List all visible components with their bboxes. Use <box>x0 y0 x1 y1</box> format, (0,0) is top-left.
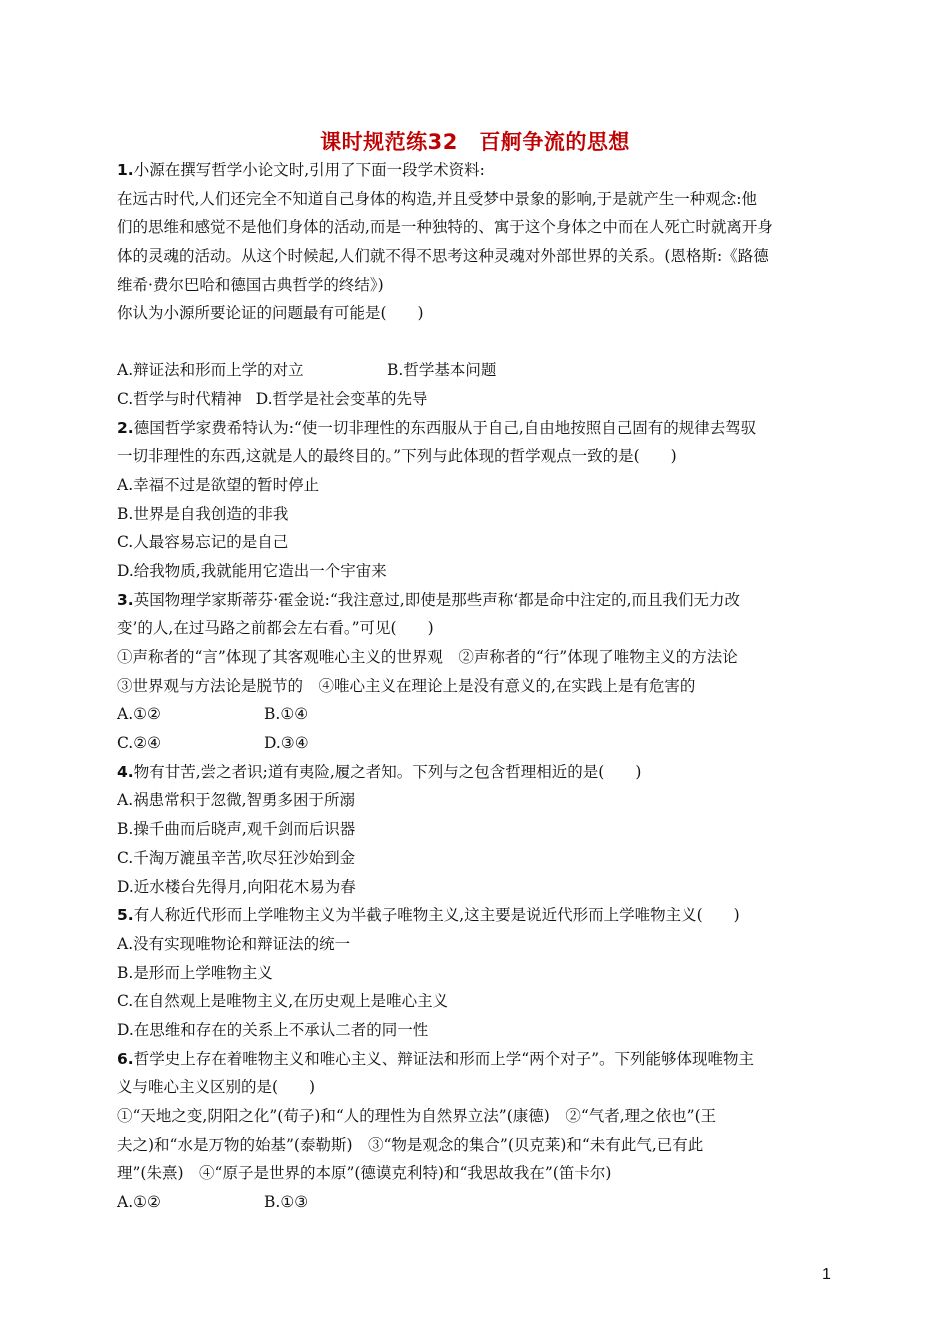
question-6-stem-cont: 义与唯心主义区别的是( ) <box>117 1078 316 1097</box>
options-row <box>117 356 835 385</box>
question-number: 2. <box>117 418 134 437</box>
option-d: D.给我物质,我就能用它造出一个宇宙来 <box>117 561 387 580</box>
option-c: C.千淘万漉虽辛苦,吹尽狂沙始到金 <box>117 848 356 867</box>
statement-line: ①声称者的“言”体现了其客观唯心主义的世界观 ②声称者的“行”体现了唯物主义的方法论 <box>117 648 738 666</box>
page-title: 课时规范练32 百舸争流的思想 <box>320 130 630 154</box>
exercise-content <box>117 156 835 1217</box>
option-b: B.是形而上学唯物主义 <box>117 963 273 982</box>
question-2-stem: 2.德国哲学家费希特认为:“使一切非理性的东西服从于自己,自由地按照自己固有的规律去驾驭 <box>117 418 757 437</box>
option-b: B.操千曲而后晓声,观千剑而后识器 <box>117 820 356 839</box>
options-row <box>117 1188 835 1217</box>
statement-line: 理”(朱熹) ④“原子是世界的本原”(德谟克利特)和“我思故我在”(笛卡尔) <box>117 1164 612 1183</box>
option-d: D.哲学是社会变革的先导 <box>255 389 428 408</box>
option-b: B.哲学基本问题 <box>387 361 497 380</box>
question-number: 3. <box>117 590 134 609</box>
question-3-stem: 3.英国物理学家斯蒂芬·霍金说:“我注意过,即使是那些声称‘都是命中注定的,而且我们无力改 <box>117 590 741 609</box>
page-number: 1 <box>822 1266 831 1283</box>
question-3-stem-cont: 变’的人,在过马路之前都会左右看。”可见( ) <box>117 619 434 638</box>
option-d: D.近水楼台先得月,向阳花木易为春 <box>117 877 356 896</box>
options-row <box>117 700 835 729</box>
option-c: C.在自然观上是唯物主义,在历史观上是唯心主义 <box>117 992 449 1011</box>
statement-line: 夫之)和“水是万物的始基”(泰勒斯) ③“物是观念的集合”(贝克莱)和“未有此气,已有此 <box>117 1135 704 1154</box>
quote-line: 们的思维和感觉不是他们身体的活动,而是一种独特的、寓于这个身体之中而在人死亡时就离开身 <box>117 218 773 237</box>
question-number: 1. <box>117 161 134 179</box>
quote-line: 体的灵魂的活动。从这个时候起,人们就不得不思考这种灵魂对外部世界的关系。(恩格斯:《路德 <box>117 247 769 266</box>
option-b: B.①③ <box>264 1193 309 1212</box>
options-row <box>117 729 835 758</box>
question-number: 4. <box>117 762 134 781</box>
question-1-stem: 1.小源在撰写哲学小论文时,引用了下面一段学术资料: <box>117 161 485 179</box>
spacer <box>117 328 835 356</box>
question-5-stem: 5.有人称近代形而上学唯物主义为半截子唯物主义,这主要是说近代形而上学唯物主义( ) <box>117 906 740 925</box>
options-row <box>117 385 835 414</box>
option-a: A.幸福不过是欲望的暂时停止 <box>117 475 320 494</box>
option-c: C.哲学与时代精神 <box>117 389 242 408</box>
statement-line: ①“天地之变,阴阳之化”(荀子)和“人的理性为自然界立法”(康德) ②“气者,理之依也”(王 <box>117 1107 717 1125</box>
option-b: B.①④ <box>264 705 309 724</box>
option-c: C.人最容易忘记的是自己 <box>117 533 289 552</box>
question-number: 6. <box>117 1049 134 1068</box>
option-a: A.没有实现唯物论和辩证法的统一 <box>117 934 351 953</box>
option-c: C.②④ <box>117 734 162 753</box>
option-d: D.在思维和存在的关系上不承认二者的同一性 <box>117 1020 429 1039</box>
option-a: A.①② <box>117 705 161 724</box>
statement-line: ③世界观与方法论是脱节的 ④唯心主义在理论上是没有意义的,在实践上是有危害的 <box>117 676 696 695</box>
question-2-stem-cont: 一切非理性的东西,这就是人的最终目的。”下列与此体现的哲学观点一致的是( ) <box>117 447 677 466</box>
question-4-stem: 4.物有甘苦,尝之者识;道有夷险,履之者知。下列与之包含哲理相近的是( ) <box>117 762 642 781</box>
option-a: A.祸患常积于忽微,智勇多困于所溺 <box>117 791 356 810</box>
option-b: B.世界是自我创造的非我 <box>117 504 289 523</box>
question-1-prompt: 你认为小源所要论证的问题最有可能是( ) <box>117 304 424 323</box>
option-a: A.①② <box>117 1193 161 1212</box>
option-a: A.辩证法和形而上学的对立 <box>117 361 304 380</box>
quote-line: 维希·费尔巴哈和德国古典哲学的终结》) <box>117 275 384 294</box>
question-6-stem: 6.哲学史上存在着唯物主义和唯心主义、辩证法和形而上学“两个对子”。下列能够体现唯物主 <box>117 1049 755 1068</box>
option-d: D.③④ <box>264 734 309 753</box>
question-number: 5. <box>117 906 134 925</box>
quote-line: 在远古时代,人们还完全不知道自己身体的构造,并且受梦中景象的影响,于是就产生一种观念:他 <box>117 189 758 208</box>
